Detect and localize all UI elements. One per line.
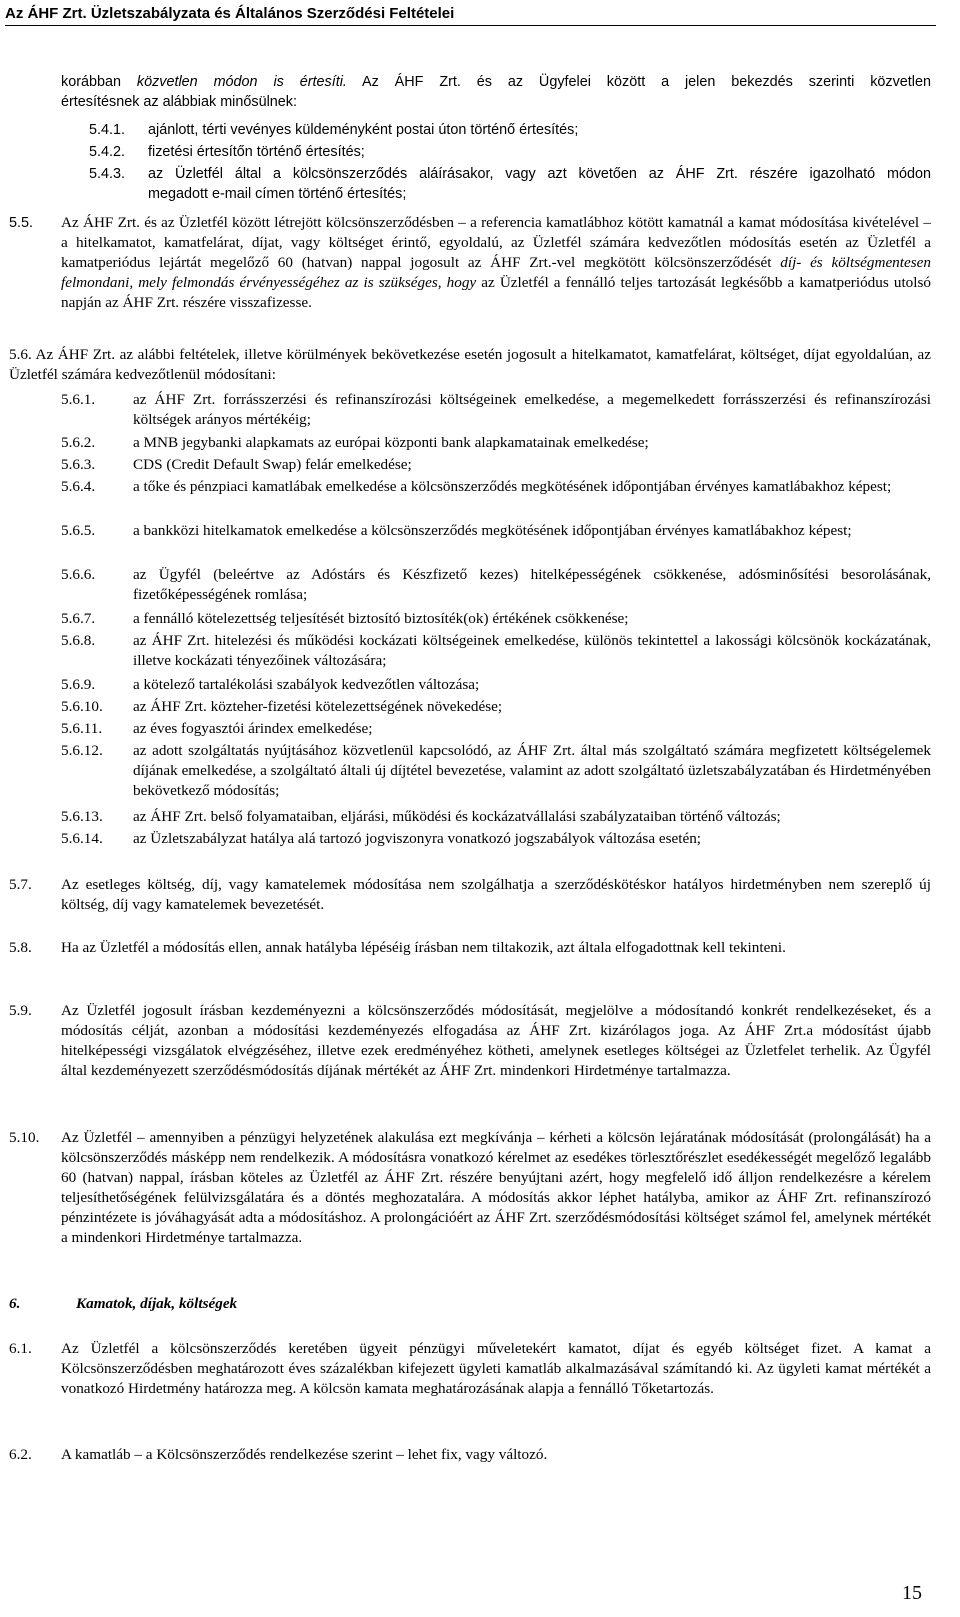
- s5611-text: az éves fogyasztói árindex emelkedése;: [133, 720, 373, 737]
- s565-num: 5.6.5.: [61, 522, 96, 539]
- s5613-num: 5.6.13.: [61, 808, 103, 825]
- s58-text: Ha az Üzletfél a módosítás ellen, annak hatályba lépéséig írásban nem tiltakozik, azt általa elfogadottnak kell tekinteni.: [61, 939, 786, 956]
- s5614-text: az Üzletszabályzat hatálya alá tartozó jogviszonyra vonatkozó jogszabályok változása esetén;: [133, 830, 702, 847]
- s564-num: 5.6.4.: [61, 478, 96, 495]
- s56-intro: 5.6. Az ÁHF Zrt. az alábbi feltételek, illetve körülmények bekövetkezése esetén jogosult a hitelkamatot, kamatfelárat, költséget, díjat egyoldalúan, az Üzletfél számára kedvezőtlenül módosítani:: [9, 346, 931, 383]
- s5612-num: 5.6.12.: [61, 742, 103, 759]
- s5614-num: 5.6.14.: [61, 830, 103, 847]
- s58-num: 5.8.: [9, 939, 32, 956]
- s542-num: 5.4.2.: [89, 144, 126, 160]
- s566-num: 5.6.6.: [61, 566, 96, 583]
- s5613-text: az ÁHF Zrt. belső folyamataiban, eljárási, működési és kockázatvállalási szabályzataiban történő változás;: [133, 808, 781, 825]
- s569-num: 5.6.9.: [61, 676, 96, 693]
- intro-paragraph: korábban közvetlen módon is értesíti. Az ÁHF Zrt. és az Ügyfelei között a jelen bekezdés szerinti közvetlen értesítésnek az alábbiak minősülnek:: [61, 74, 931, 110]
- s541-num: 5.4.1.: [89, 122, 126, 138]
- header-divider: [5, 25, 936, 26]
- s61-num: 6.1.: [9, 1340, 32, 1357]
- s59-num: 5.9.: [9, 1002, 32, 1019]
- s62-text: A kamatláb – a Kölcsönszerződés rendelkezése szerint – lehet fix, vagy változó.: [61, 1446, 548, 1463]
- s569-text: a kötelező tartalékolási szabályok kedvezőtlen változása;: [133, 676, 480, 693]
- s55-text: Az ÁHF Zrt. és az Üzletfél között létrejött kölcsönszerződésben – a referencia kamatlábhoz kötött kamatnál a kamat módosítása kivételével – a hitelkamatot, kamatfelárat, díjat, vagy költséget érintő, egyoldalú, az Üzletfél számára kedvezőtlen módosítás esetén az Üzletfél a kamatperiódus lejártát megelőző 60 (hatvan) nappal jogosult az ÁHF Zrt.-vel megkötött kölcsönszerződését díj- és költségmentesen felmondani, mely felmondás érvényességéhez az is szükséges, hogy az Üzletfél a fennálló teljes tartozását legkésőbb a kamatperiódus utolsó napján az ÁHF Zrt. részére visszafizesse.: [61, 214, 931, 311]
- s568-num: 5.6.8.: [61, 632, 96, 649]
- s567-text: a fennálló kötelezettség teljesítését biztosító biztosíték(ok) értékének csökkenése;: [133, 610, 629, 627]
- s510-num: 5.10.: [9, 1129, 40, 1146]
- s562-text: a MNB jegybanki alapkamats az európai központi bank alapkamatainak emelkedése;: [133, 434, 649, 451]
- s541-text: ajánlott, térti vevényes küldeményként postai úton történő értesítés;: [148, 122, 579, 138]
- s5611-num: 5.6.11.: [61, 720, 103, 737]
- s565-text: a bankközi hitelkamatok emelkedése a kölcsönszerződés megkötésének időpontjában érvényes kamatlábakhoz képest;: [133, 522, 852, 539]
- s5610-text: az ÁHF Zrt. közteher-fizetési kötelezettségének növekedése;: [133, 698, 503, 715]
- s542-text: fizetési értesítőn történő értesítés;: [148, 144, 365, 160]
- s59-text: Az Üzletfél jogosult írásban kezdeményezni a kölcsönszerződés módosítását, megjelölve a módosítandó konkrét rendelkezéseket, és a módosítás célját, azonban a módosítási kezdeményezés elfogadása az ÁHF Zrt. kizárólagos joga. Az ÁHF Zrt.a módosítást újabb hitelképességi vizsgálatok elvégzéséhez, illetve ezek eredményéhez kötheti, amelynek esetleges költségei az Üzletfelet terhelik. Az Ügyfél által kezdeményezett szerződésmódosítás díjának mértékét az ÁHF Zrt. mindenkori Hirdetménye tartalmazza.: [61, 1002, 931, 1079]
- s57-text: Az esetleges költség, díj, vagy kamatelemek módosítása nem szolgálhatja a szerződéskötéskor hatályos hirdetményben nem szereplő új költség, díj vagy kamatelemek bevezetését.: [61, 876, 931, 913]
- page-number: 15: [902, 1582, 922, 1604]
- s543-num: 5.4.3.: [89, 166, 126, 182]
- s567-num: 5.6.7.: [61, 610, 96, 627]
- s568-text: az ÁHF Zrt. hitelezési és működési kockázati költségeinek emelkedése, különös tekintettel a lakossági kölcsönök kockázatának, illetve kockázati tényezőinek változására;: [133, 632, 931, 669]
- s563-text: CDS (Credit Default Swap) felár emelkedése;: [133, 456, 412, 473]
- s5612-text: az adott szolgáltatás nyújtásához közvetlenül kapcsolódó, az ÁHF Zrt. által más szolgáltató számára megfizetett költségelemek díjának emelkedése, a szolgáltató általi új díjtétel bevezetése, valamint az adott szolgáltató üzletszabályzatában és Hirdetményében bekövetkező módosítás;: [133, 742, 931, 799]
- s55-num: 5.5.: [9, 215, 34, 231]
- section-6-title: Kamatok, díjak, költségek: [76, 1295, 238, 1312]
- s562-num: 5.6.2.: [61, 434, 96, 451]
- s510-text: Az Üzletfél – amennyiben a pénzügyi helyzetének alakulása ezt megkívánja – kérheti a kölcsön lejáratának módosítását (prolongálását) ha a kölcsönszerződés másképp nem rendelkezik. A módosításra vonatkozó kérelmet az esedékes törlesztőrészlet esedékességét megelőző legalább 60 (hatvan) nappal, írásban köteles az Üzletfél az ÁHF Zrt. részére benyújtani azért, hogy megfelelő idő álljon rendelkezésre a kérelem teljesíthetőségének felülvizsgálatára és a döntés meghozatalára. A módosítás akkor léphet hatályba, amikor az ÁHF Zrt. refinanszírozó pénzintézete is jóváhagyását adta a módosításhoz. A prolongációért az ÁHF Zrt. szerződésmódosítási költséget számol fel, amelynek mértékét a mindenkori Hirdetménye tartalmazza.: [61, 1129, 931, 1246]
- s561-text: az ÁHF Zrt. forrásszerzési és refinanszírozási költségeinek emelkedése, a megemelkedett forrásszerzési és refinanszírozási költségek arányos mértékéig;: [133, 391, 931, 428]
- s61-text: Az Üzletfél a kölcsönszerződés keretében ügyeit pénzügyi műveletekért kamatot, díjat és egyéb költséget fizet. A kamat a Kölcsönszerződésben meghatározott éves százalékban kifejezett ügyleti kamatláb alkalmazásával számítandó ki. Az ügyleti kamat mértékét a vonatkozó Hirdetmény határozza meg. A kölcsön kamata meghatározásának alapja a fennálló Tőketartozás.: [61, 1340, 931, 1397]
- s543-text: az Üzletfél által a kölcsönszerződés aláírásakor, vagy azt követően az ÁHF Zrt. részére igazolható módon megadott e-mail címen történő értesítés;: [148, 166, 931, 202]
- s5610-num: 5.6.10.: [61, 698, 103, 715]
- s564-text: a tőke és pénzpiaci kamatlábak emelkedése a kölcsönszerződés megkötésének időpontjában érvényes kamatlábakhoz képest;: [133, 478, 892, 495]
- s566-text: az Ügyfél (beleértve az Adóstárs és Készfizető kezes) hitelképességének csökkenése, adósminősítési besorolásának, fizetőképességének romlása;: [133, 566, 931, 603]
- s62-num: 6.2.: [9, 1446, 32, 1463]
- s561-num: 5.6.1.: [61, 391, 96, 408]
- document-header: Az ÁHF Zrt. Üzletszabályzata és Általános Szerződési Feltételei: [5, 5, 455, 22]
- section-6-num: 6.: [9, 1295, 21, 1312]
- s57-num: 5.7.: [9, 876, 32, 893]
- s563-num: 5.6.3.: [61, 456, 96, 473]
